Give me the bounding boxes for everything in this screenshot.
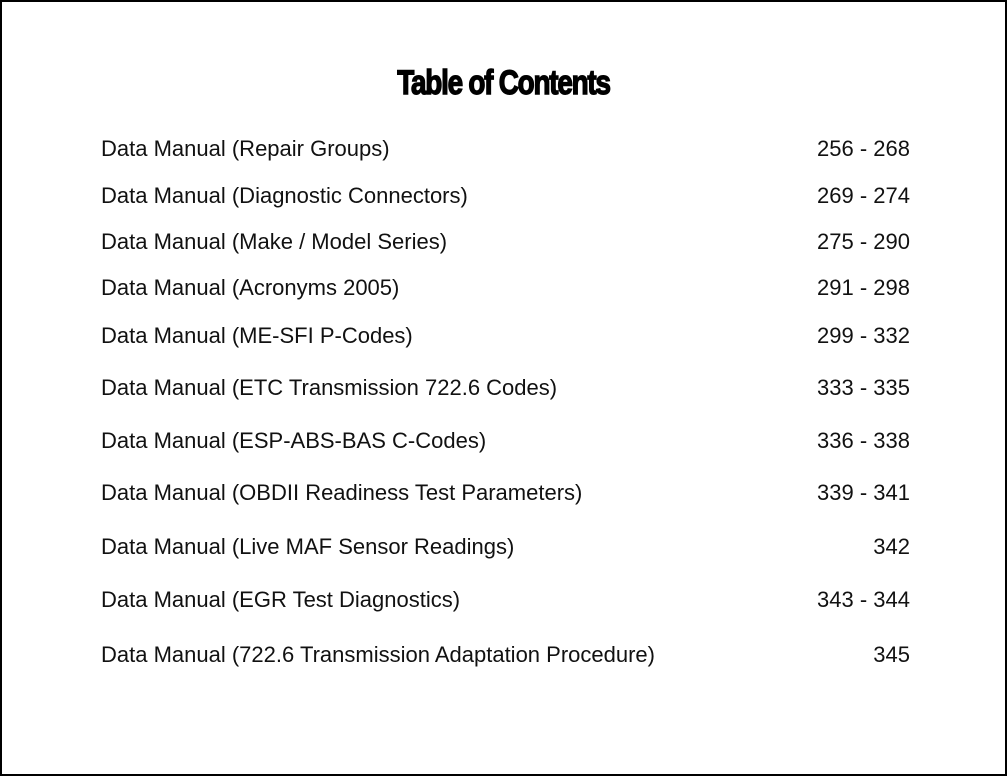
toc-entry-label: Data Manual (EGR Test Diagnostics) xyxy=(101,587,461,612)
toc-entry[interactable] xyxy=(101,183,910,209)
toc-entry-pages: 269 - 274 xyxy=(817,183,910,208)
toc-entry-pages: 275 - 290 xyxy=(817,229,910,254)
toc-entry-label: Data Manual (ETC Transmission 722.6 Codes) xyxy=(101,375,558,400)
toc-entry-pages: 342 xyxy=(873,534,910,559)
toc-entry-label: Data Manual (Acronyms 2005) xyxy=(101,275,400,300)
toc-entry-label: Data Manual (OBDII Readiness Test Parameters) xyxy=(101,480,583,505)
toc-entry[interactable] xyxy=(101,323,910,349)
toc-entry[interactable] xyxy=(101,136,910,162)
toc-entry-label: Data Manual (722.6 Transmission Adaptation Procedure) xyxy=(101,642,655,667)
toc-entry-pages: 345 xyxy=(873,642,910,667)
toc-entry-label: Data Manual (ME-SFI P-Codes) xyxy=(101,323,413,348)
toc-entry-pages: 339 - 341 xyxy=(817,480,910,505)
toc-entry-pages: 256 - 268 xyxy=(817,136,910,161)
toc-entry-pages: 333 - 335 xyxy=(817,375,910,400)
toc-entry[interactable] xyxy=(101,375,910,401)
toc-entry-pages: 291 - 298 xyxy=(817,275,910,300)
page-title: Table of Contents xyxy=(397,64,610,102)
toc-entry[interactable] xyxy=(101,275,910,301)
toc-entry[interactable] xyxy=(101,428,910,454)
toc-entry[interactable] xyxy=(101,642,910,668)
toc-entry-label: Data Manual (Make / Model Series) xyxy=(101,229,448,254)
toc-entry-label: Data Manual (Diagnostic Connectors) xyxy=(101,183,468,208)
toc-entry-label: Data Manual (ESP-ABS-BAS C-Codes) xyxy=(101,428,487,453)
toc-entry-pages: 343 - 344 xyxy=(817,587,910,612)
toc-entry[interactable] xyxy=(101,534,910,560)
toc-entry-label: Data Manual (Repair Groups) xyxy=(101,136,390,161)
toc-entry-pages: 336 - 338 xyxy=(817,428,910,453)
toc-entry[interactable] xyxy=(101,480,910,506)
toc-entry-pages: 299 - 332 xyxy=(817,323,910,348)
toc-entry-label: Data Manual (Live MAF Sensor Readings) xyxy=(101,534,515,559)
toc-entry[interactable] xyxy=(101,587,910,613)
toc-entry[interactable] xyxy=(101,229,910,255)
